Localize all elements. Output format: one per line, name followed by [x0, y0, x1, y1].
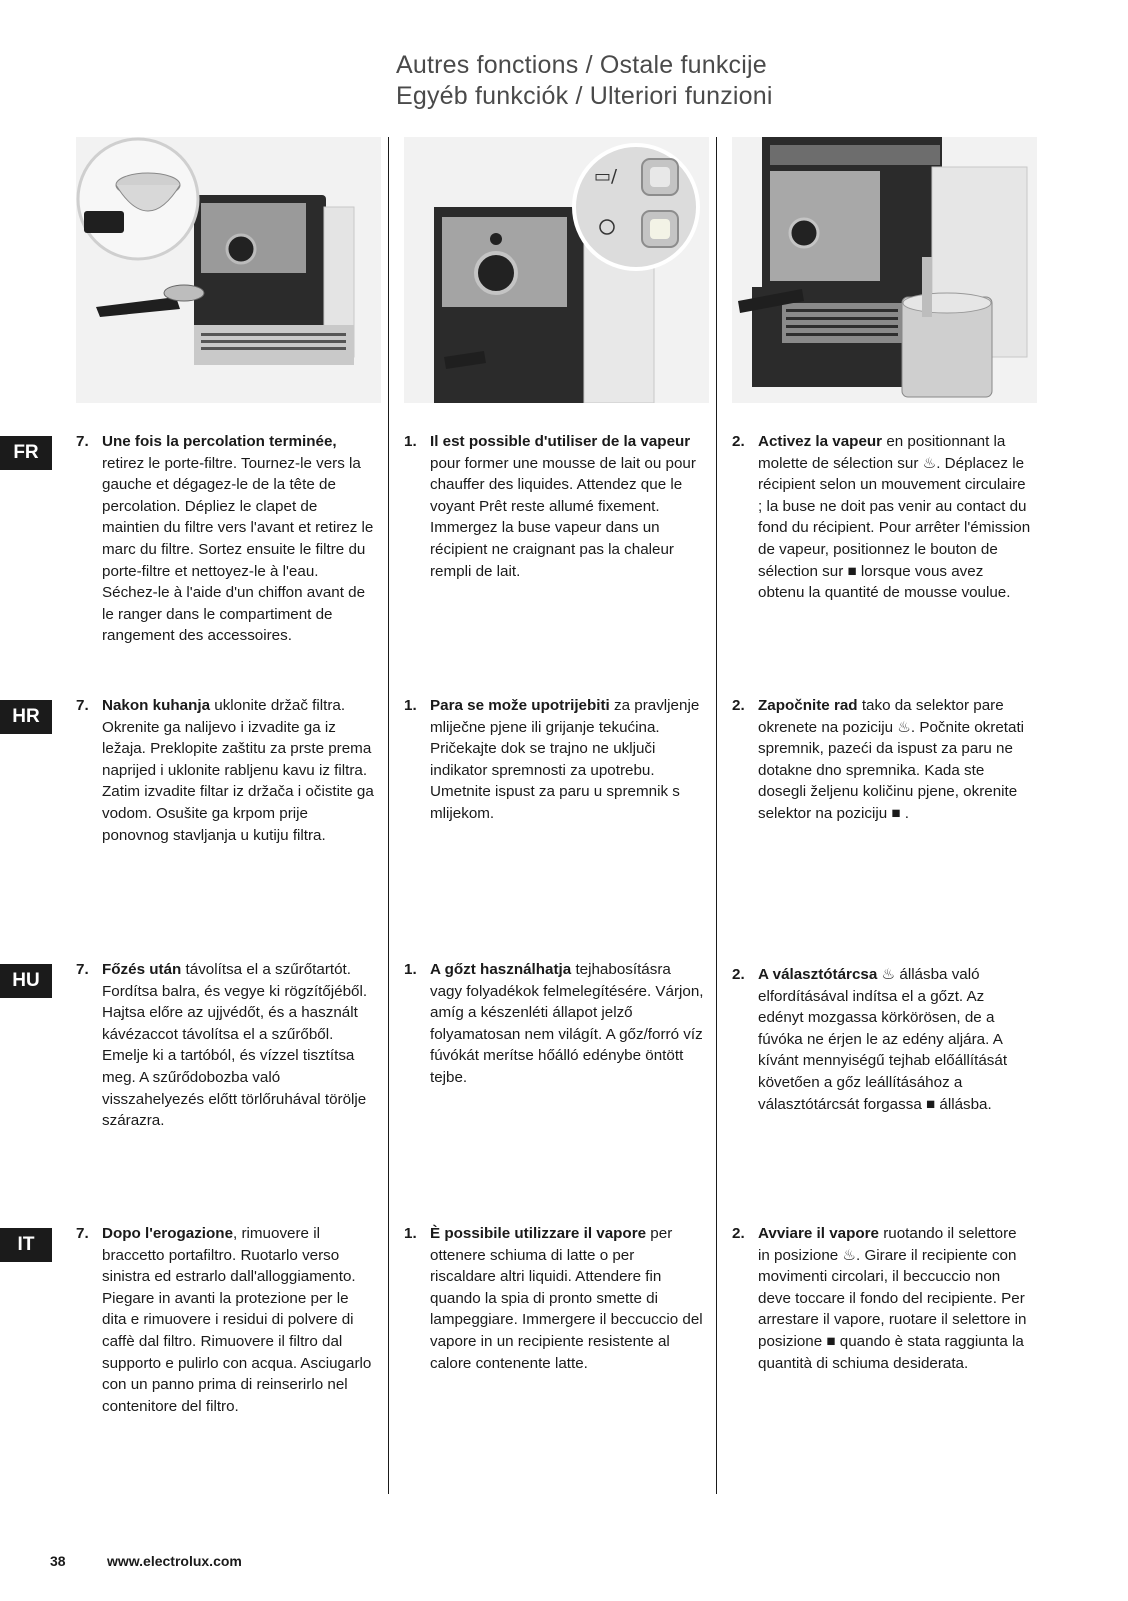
fr-step-2 — [732, 431, 1032, 604]
svg-text:▭/: ▭/ — [594, 166, 618, 187]
fr-step-7 — [76, 431, 376, 647]
fr-step-1 — [404, 431, 704, 582]
page-title — [396, 50, 773, 112]
step-body: uklonite držač filtra. Okrenite ga nalijevo i izvadite ga iz ležaja. Preklopite zaštitu za prste prema naprijed i uklonite rabljenu kavu iz filtra. Zatim izvadite filtar iz držača i očistite ga vodom. Osušite ga krpom prije ponovnog stavljanja u kutiju filtra. — [102, 697, 374, 844]
step-number: 7. — [76, 433, 89, 450]
steam-frothing-photo — [732, 137, 1037, 403]
it-step-1 — [404, 1223, 704, 1374]
step-lead: Activez la vapeur — [758, 433, 883, 450]
step-body: en positionnant la molette de sélection sur ♨. Déplacez le récipient selon un mouvement circulaire ; la buse ne doit pas venir au contact du fond du récipient. Pour arrêter l'émission de vapeur, positionnez le bouton de sélection sur ■ lorsque vous avez obtenu la quantité de mousse voulue. — [758, 433, 1031, 602]
step-lead: Dopo l'erogazione — [102, 1225, 234, 1242]
language-tab-fr: FR — [0, 436, 52, 470]
step-lead: Nakon kuhanja — [102, 697, 211, 714]
step-number: 7. — [76, 697, 89, 714]
step-lead: Para se može upotrijebiti — [430, 697, 610, 714]
step-number: 2. — [732, 433, 745, 450]
step-lead: È possibile utilizzare il vapore — [430, 1225, 647, 1242]
language-tab-hr: HR — [0, 700, 52, 734]
column-divider-right — [716, 137, 717, 1494]
title-line-1: Autres fonctions / Ostale funkcije — [396, 51, 767, 79]
step-lead: Započnite rad — [758, 697, 858, 714]
step-body: retirez le porte-filtre. Tournez-le vers la gauche et dégagez-le de la tête de percolation. Dépliez le clapet de maintien du filtre vers l'avant et retirez le marc du filtre. Sortez ensuite le filtre du porte-filtre et nettoyez-le à l'eau. Séchez-le à l'aide d'un chiffon avant de le ranger dans le compartiment de rangement des accessoires. — [102, 454, 374, 645]
hu-step-7 — [76, 959, 376, 1132]
it-step-2 — [732, 1223, 1032, 1374]
step-lead: A választótárcsa — [758, 966, 878, 983]
ready-indicator-photo — [404, 137, 709, 403]
step-number: 7. — [76, 1225, 89, 1242]
step-body: per ottenere schiuma di latte o per riscaldare altri liquidi. Attendere fin quando la spia di pronto smette di lampeggiare. Immergere il beccuccio del vapore in un recipiente resistente al calore contenente latte. — [430, 1225, 703, 1372]
step-number: 1. — [404, 961, 417, 978]
step-body: za pravljenje mliječne pjene ili grijanje tekućina. Pričekajte dok se trajno ne uključi indikator spremnosti za upotrebu. Umetnite ispust za paru u spremnik s mlijekom. — [430, 697, 700, 822]
hu-step-2 — [732, 964, 1032, 1115]
language-tab-hu: HU — [0, 964, 52, 998]
footer-url[interactable]: www.electrolux.com — [107, 1553, 242, 1569]
step-lead: Une fois la percolation terminée, — [102, 433, 337, 450]
step-body: pour former une mousse de lait ou pour chauffer des liquides. Attendez que le voyant Prêt reste allumé fixement. Immergez la buse vapeur dans un récipient ne craignant pas la chaleur rempli de lait. — [430, 454, 696, 580]
it-step-7 — [76, 1223, 376, 1417]
page-number: 38 — [50, 1553, 66, 1569]
step-lead: Avviare il vapore — [758, 1225, 880, 1242]
step-number: 2. — [732, 966, 745, 983]
hu-step-1 — [404, 959, 704, 1089]
step-body: ♨ állásba való elfordításával indítsa el a gőzt. Az edényt mozgassa körkörösen, de a fúvóka ne érjen le az edény aljára. A kívánt mennyiségű tejhab előállítását követően a gőz leállításához a választótárcsát forgassa ■ állásba. — [758, 966, 1008, 1113]
step-lead: A gőzt használhatja — [430, 961, 572, 978]
step-body: ruotando il selettore in posizione ♨. Girare il recipiente con movimenti circolari, il beccuccio non deve toccare il fondo del recipiente. Per arrestare il vapore, ruotare il selettore in posizione ■ quando è stata raggiunta la quantità di schiuma desiderata. — [758, 1225, 1027, 1372]
step-number: 1. — [404, 433, 417, 450]
language-tab-it: IT — [0, 1228, 52, 1262]
title-line-2: Egyéb funkciók / Ulteriori funzioni — [396, 82, 773, 110]
step-number: 1. — [404, 697, 417, 714]
step-number: 2. — [732, 697, 745, 714]
step-body: tako da selektor pare okrenete na poziciju ♨. Počnite okretati spremnik, pazeći da ispust za paru ne dotakne dno spremnika. Kada ste dosegli željenu količinu pjene, okrenite selektor na poziciju ■ . — [758, 697, 1025, 822]
step-lead: Főzés után — [102, 961, 182, 978]
hr-step-1 — [404, 695, 704, 825]
step-lead: Il est possible d'utiliser de la vapeur — [430, 433, 691, 450]
step-number: 2. — [732, 1225, 745, 1242]
hr-step-2 — [732, 695, 1032, 825]
hr-step-7 — [76, 695, 376, 846]
filter-holder-removal-photo — [76, 137, 381, 403]
step-number: 1. — [404, 1225, 417, 1242]
step-body: távolítsa el a szűrőtartót. Fordítsa balra, és vegye ki rögzítőjéből. Hajtsa előre az ujjvédőt, és a használt kávézaccot távolítsa el a szűrőből. Emelje ki a tartóból, és vízzel tisztítsa meg. A szűrődobozba való visszahelyezés előtt törlőruhával törölje szárazra. — [102, 961, 368, 1130]
step-body: tejhabosításra vagy folyadékok felmelegítésére. Várjon, amíg a készenléti állapot jelző folyamatosan nem világít. A gőz/forró víz fúvókát merítse hőálló edénybe öntött tejbe. — [430, 961, 704, 1086]
step-number: 7. — [76, 961, 89, 978]
column-divider-left — [388, 137, 389, 1494]
step-body: , rimuovere il braccetto portafiltro. Ruotarlo verso sinistra ed estrarlo dall'alloggiamento. Piegare in avanti la protezione per le dita e rimuovere i residui di polvere di caffè dal filtro. Rimuovere il filtro dal supporto e pulirlo con acqua. Asciugarlo con un panno prima di reinserirlo nel contenitore del filtro. — [102, 1225, 372, 1415]
